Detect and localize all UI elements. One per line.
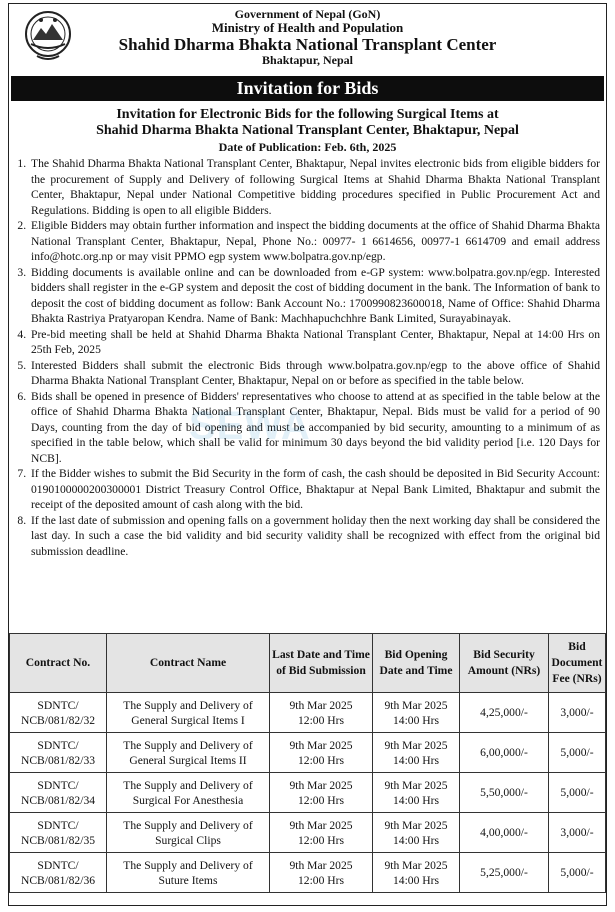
table-cell (107, 733, 270, 773)
opening-date: 9th Mar 2025 (384, 698, 448, 712)
contract-no-line: NCB/081/82/34 (20, 793, 96, 807)
column-header: Last Date and Time of Bid Submission (270, 634, 373, 693)
table-cell (549, 773, 606, 813)
table-cell (270, 733, 373, 773)
notice-item: 1. The Shahid Dharma Bhakta National Transplant Center, Bhaktapur, Nepal invites electronic bids from eligible bidders for the procurement of Supply and Delivery of following Surgical Items at Shahid Dharma Bhakta National Transplant Center, Bhaktapur, Nepal under National Competitive bidding procedures specified in Public Procurement Act and Regulations. Bidding is open to all eligible Bidders. (29, 156, 600, 218)
contract-no-line: SDNTC/ (37, 818, 79, 832)
contract-no-line: NCB/081/82/36 (20, 873, 96, 887)
table-cell (460, 733, 549, 773)
table-cell (107, 773, 270, 813)
opening-date: 9th Mar 2025 (384, 818, 448, 832)
subtitle-line-1: Invitation for Electronic Bids for the following Surgical Items at (116, 107, 499, 122)
nepal-emblem-icon (23, 8, 73, 64)
center-name: Shahid Dharma Bhakta National Transplant Center (118, 35, 497, 54)
bid-document-fee: 3,000/- (560, 706, 594, 719)
table-row (10, 853, 606, 893)
notice-item: 7. If the Bidder wishes to submit the Bid Security in the form of cash, the cash should be deposited in Bid Security Account: 0190100000200300001 District Treasury Control Office, Bhaktapur at Nepal Bank Limited, Bhaktapur and submit the receipt of the deposited amount of cash along with the bid. (29, 466, 600, 513)
table-cell (10, 773, 107, 813)
table-cell (549, 733, 606, 773)
table-cell (460, 773, 549, 813)
contract-no-line: SDNTC/ (37, 738, 79, 752)
contract-name-line: The Supply and Delivery of (123, 778, 253, 792)
contract-name-line: The Supply and Delivery of (123, 698, 253, 712)
notice-page (8, 3, 607, 906)
table-cell (373, 733, 460, 773)
center-location: Bhaktapur, Nepal (262, 53, 353, 67)
table-cell (270, 773, 373, 813)
submission-time: 12:00 Hrs (297, 833, 345, 847)
submission-time: 12:00 Hrs (297, 713, 345, 727)
table-cell (549, 813, 606, 853)
page-title: Invitation for Bids (11, 76, 604, 101)
table-cell (549, 853, 606, 893)
publication-date: Date of Publication: Feb. 6th, 2025 (218, 140, 397, 154)
table-cell (270, 693, 373, 733)
table-cell (460, 813, 549, 853)
submission-date: 9th Mar 2025 (289, 698, 353, 712)
opening-time: 14:00 Hrs (392, 753, 440, 767)
table-cell (460, 693, 549, 733)
opening-time: 14:00 Hrs (392, 873, 440, 887)
submission-date: 9th Mar 2025 (289, 738, 353, 752)
contract-name-line: Surgical For Anesthesia (132, 793, 244, 807)
bid-document-fee: 3,000/- (560, 826, 594, 839)
bid-document-fee: 5,000/- (560, 786, 594, 799)
contract-no-line: NCB/081/82/33 (20, 753, 96, 767)
column-header: Bid Document Fee (NRs) (549, 634, 606, 693)
header (9, 4, 606, 74)
table-row (10, 773, 606, 813)
contract-no-line: NCB/081/82/32 (20, 713, 96, 727)
bid-document-fee: 5,000/- (560, 746, 594, 759)
opening-time: 14:00 Hrs (392, 713, 440, 727)
bids-table (9, 633, 606, 893)
contract-no-line: SDNTC/ (37, 698, 79, 712)
submission-time: 12:00 Hrs (297, 793, 345, 807)
table-cell (107, 853, 270, 893)
table-row (10, 733, 606, 773)
bid-security-amount: 4,25,000/- (480, 706, 528, 719)
contract-name-line: Suture Items (158, 873, 218, 887)
bid-security-amount: 5,25,000/- (480, 866, 528, 879)
table-cell (373, 853, 460, 893)
contract-name-line: Surgical Clips (155, 833, 221, 847)
table-cell (373, 773, 460, 813)
notice-item: 4. Pre-bid meeting shall be held at Shahid Dharma Bhakta National Transplant Center, Bhaktapur, Nepal at 14:00 Hrs on 25th Feb, 2025 (29, 327, 600, 358)
column-header: Bid Security Amount (NRs) (460, 634, 549, 693)
notice-item: 2. Eligible Bidders may obtain further information and inspect the bidding documents at the office of Shahid Dharma Bhakta National Transplant Center, Bhaktapur, Nepal, Phone No.: 00977- 1 6614656, 00977-1 6614709 and email address info@hotc.org.np or may visit PPMO egp system www.bolpatra.gov.np/egp. (29, 218, 600, 265)
table-cell (10, 813, 107, 853)
notice-item: 6. Bids shall be opened in presence of Bidders' representatives who choose to attend at as specified in the table below at the office of Shahid Dharma Bhakta National Transplant Center, Bhaktapur, Nepal. Bids must be valid for a period of 90 Days, counting from the day of bid opening and must be accompanied by bid security, amounting to a minimum of as specified in the table below, which shall be valid for minimum 30 days beyond the bid validity period [i.e. 120 Days for NCB]. (29, 389, 600, 467)
table-cell (373, 813, 460, 853)
table-cell (270, 853, 373, 893)
table-cell (460, 853, 549, 893)
notice-item: 3. Bidding documents is available online and can be downloaded from e-GP system: www.bolpatra.gov.np/egp. Interested bidders shall register in the e-GP system and deposit the cost of bidding document in the bank. The Information of bank to deposit the cost of bidding document as follow: Bank Account No.: 1700990823600018, Name of Office: Shahid Dharma Bhakta Rastriya Pratyaropan Kendra. Name of Bank: Machhapuchchhre Bank Limited, Surayabinayak. (29, 265, 600, 327)
bid-security-amount: 4,00,000/- (480, 826, 528, 839)
notice-items (9, 156, 606, 559)
notice-item: 5. Interested Bidders shall submit the electronic Bids through www.bolpatra.gov.np/egp to the above office of Shahid Dharma Bhakta National Transplant Center, Bhaktapur, Nepal on or before as specified in the table below. (29, 358, 600, 389)
column-header: Bid Opening Date and Time (373, 634, 460, 693)
table-cell (270, 813, 373, 853)
submission-date: 9th Mar 2025 (289, 818, 353, 832)
table-row (10, 693, 606, 733)
contract-name-line: The Supply and Delivery of (123, 858, 253, 872)
table-cell (373, 693, 460, 733)
contract-name-line: The Supply and Delivery of (123, 738, 253, 752)
contract-name-line: General Surgical Items I (131, 713, 245, 727)
opening-time: 14:00 Hrs (392, 793, 440, 807)
contract-no-line: SDNTC/ (37, 858, 79, 872)
table-cell (107, 693, 270, 733)
table-cell (10, 733, 107, 773)
contract-name-line: The Supply and Delivery of (123, 818, 253, 832)
submission-date: 9th Mar 2025 (289, 858, 353, 872)
table-header-row (10, 634, 606, 693)
table-cell (10, 693, 107, 733)
submission-time: 12:00 Hrs (297, 753, 345, 767)
column-header: Contract No. (10, 634, 107, 693)
table-cell (549, 693, 606, 733)
submission-date: 9th Mar 2025 (289, 778, 353, 792)
subtitle-line-2: Shahid Dharma Bhakta National Transplant Center, Bhaktapur, Nepal (96, 123, 519, 138)
contract-no-line: SDNTC/ (37, 778, 79, 792)
table-cell (10, 853, 107, 893)
table-row (10, 813, 606, 853)
bid-security-amount: 6,00,000/- (480, 746, 528, 759)
watermark: SEWA (189, 404, 311, 448)
opening-time: 14:00 Hrs (392, 833, 440, 847)
table-cell (107, 813, 270, 853)
bid-document-fee: 5,000/- (560, 866, 594, 879)
ministry-name: Ministry of Health and Population (211, 20, 404, 35)
opening-date: 9th Mar 2025 (384, 858, 448, 872)
table-body (10, 693, 606, 893)
opening-date: 9th Mar 2025 (384, 778, 448, 792)
opening-date: 9th Mar 2025 (384, 738, 448, 752)
bid-security-amount: 5,50,000/- (480, 786, 528, 799)
notice-item: 8. If the last date of submission and opening falls on a government holiday then the next working day shall be considered the last day. In such a case the bid validity and bid security validity shall be recognized with effect from the original bid submission deadline. (29, 513, 600, 560)
column-header: Contract Name (107, 634, 270, 693)
contract-name-line: General Surgical Items II (129, 753, 247, 767)
submission-time: 12:00 Hrs (297, 873, 345, 887)
contract-no-line: NCB/081/82/35 (20, 833, 96, 847)
gov-name: Government of Nepal (GoN) (234, 7, 381, 21)
